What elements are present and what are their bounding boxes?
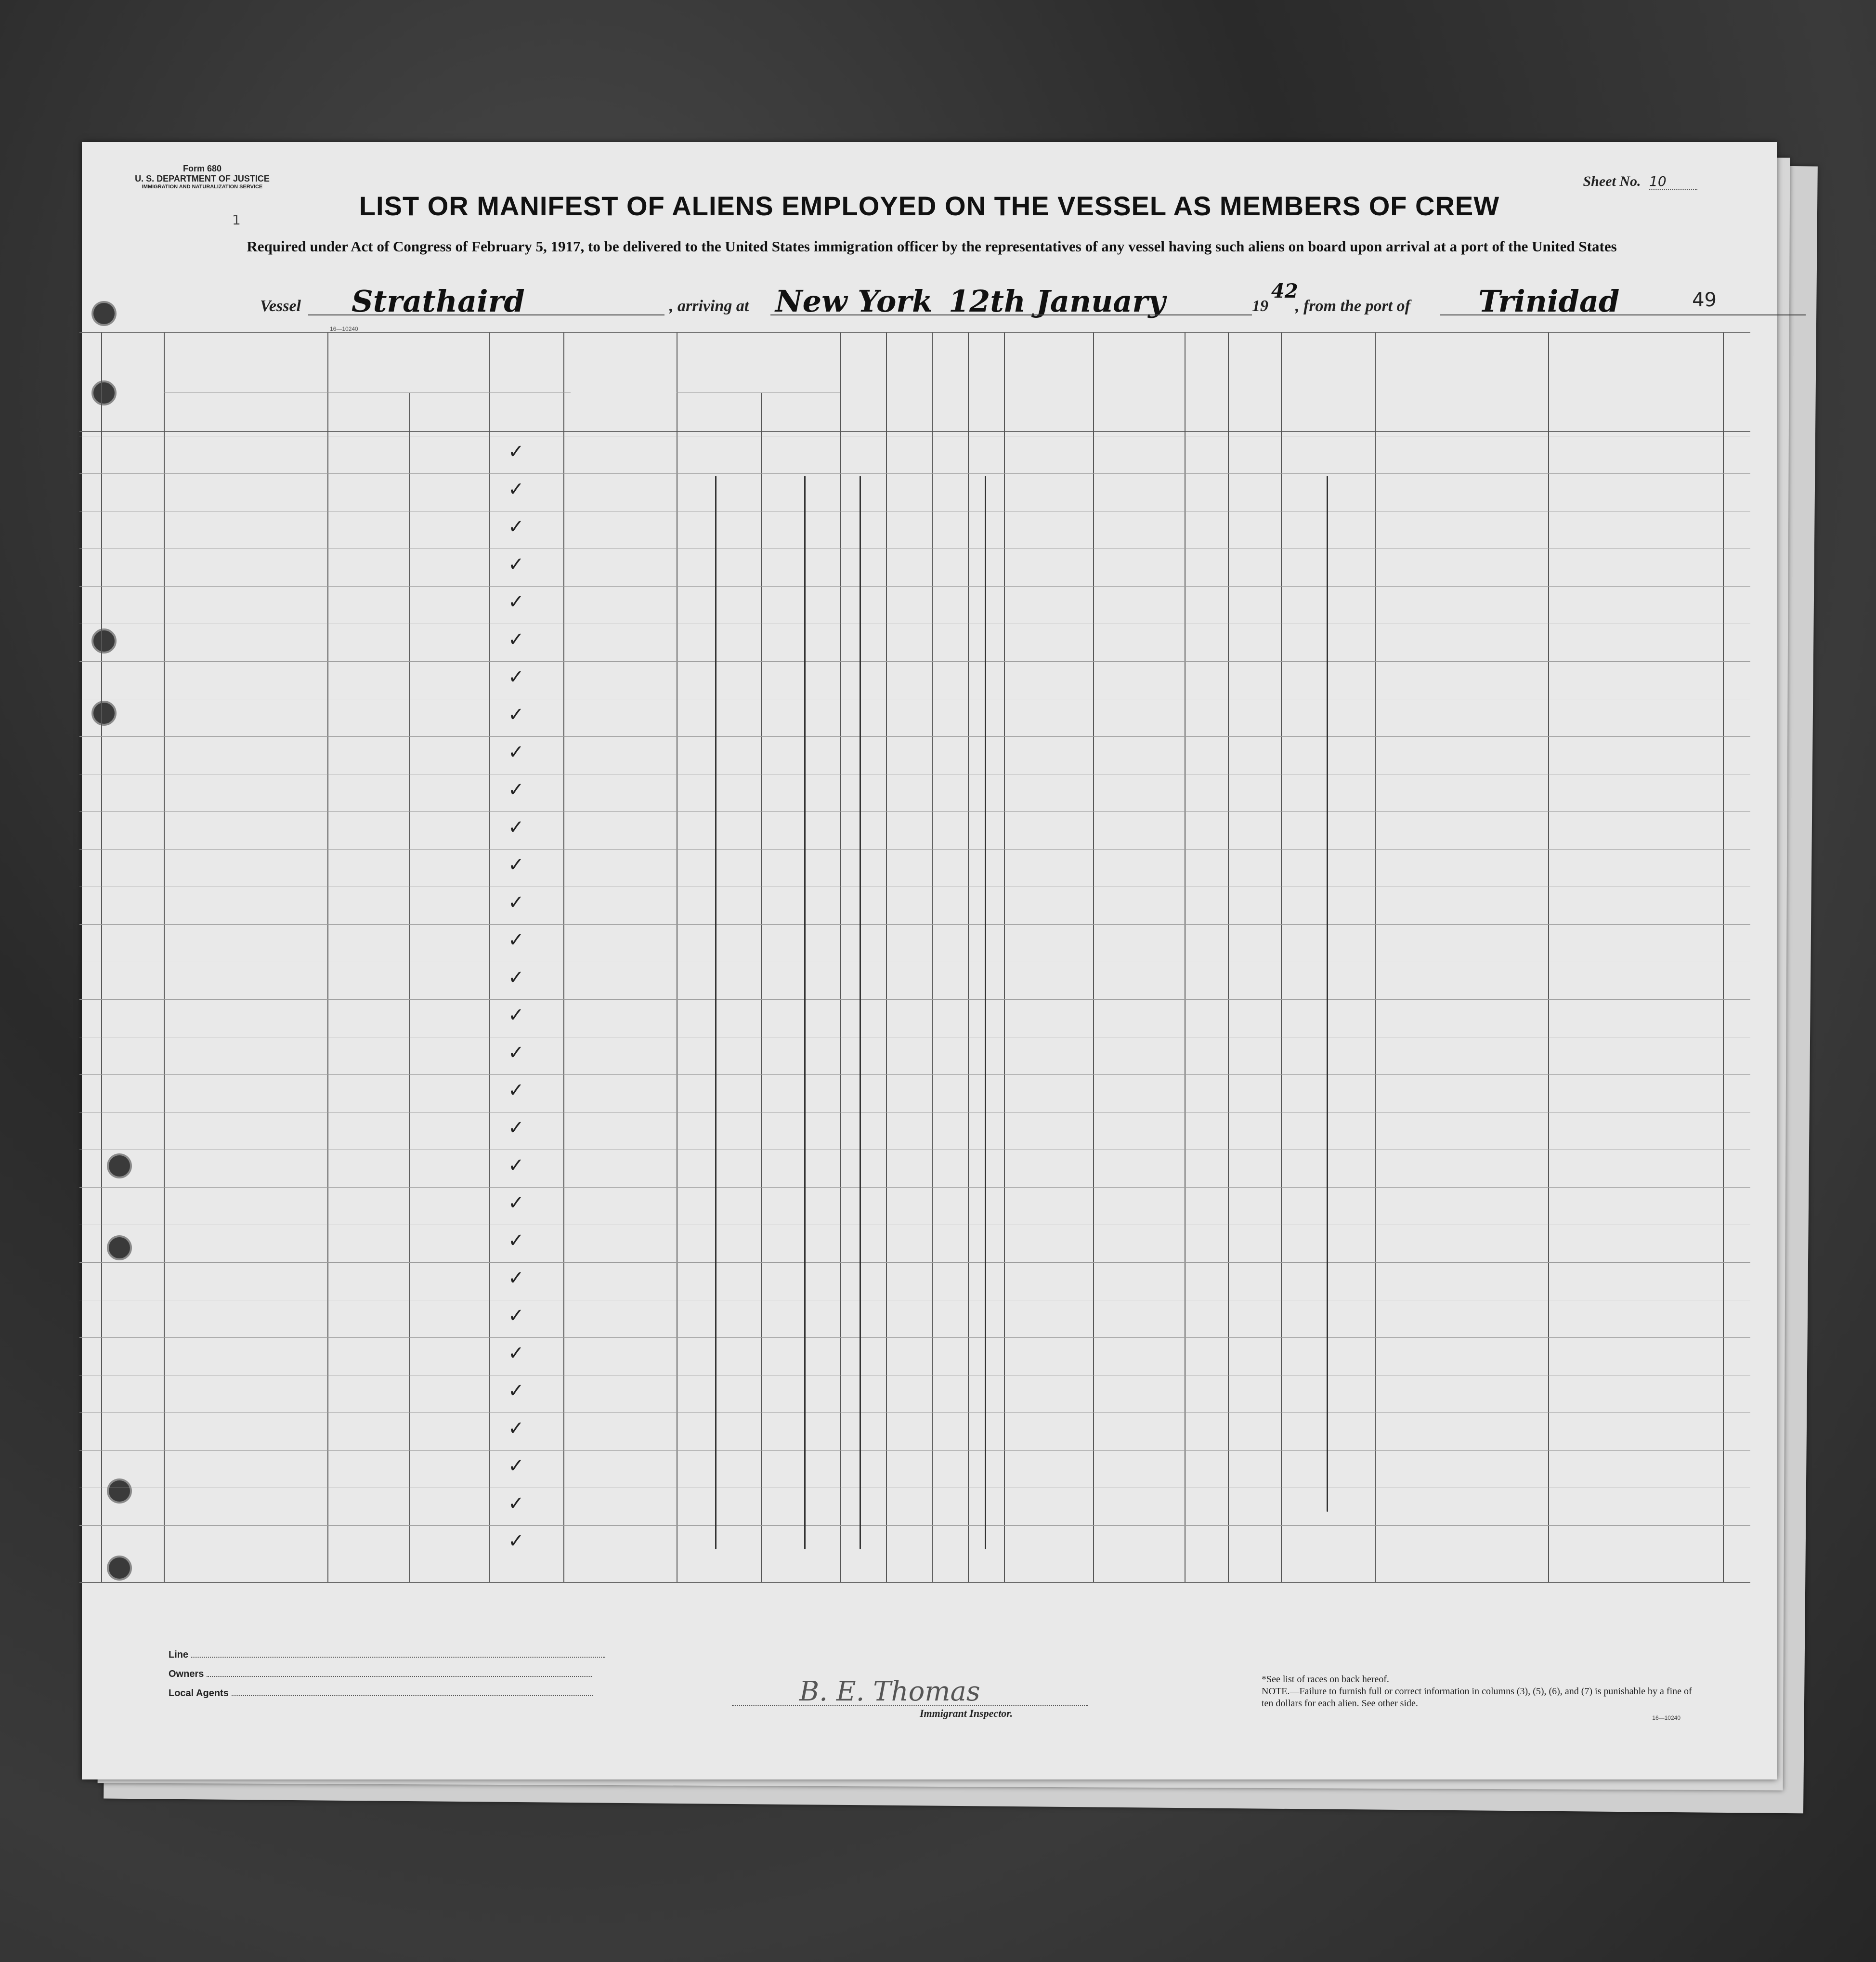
ditto-mark <box>1327 476 1328 1512</box>
service-check: ✓ <box>508 891 524 914</box>
row-divider <box>79 811 1750 812</box>
row-divider <box>79 1187 1750 1188</box>
row-divider <box>79 1337 1750 1338</box>
owners-label: Owners <box>169 1669 204 1679</box>
punch-hole <box>91 380 117 405</box>
row-divider <box>79 473 1750 474</box>
column-divider <box>840 332 841 1582</box>
footnote-races: *See list of races on back hereof. <box>1262 1674 1389 1685</box>
column-divider <box>1548 332 1549 1582</box>
table-header-border <box>79 431 1750 432</box>
service-check: ✓ <box>508 516 524 538</box>
service-check: ✓ <box>508 591 524 613</box>
line-label: Line <box>169 1649 189 1660</box>
printer-code: 16—10240 <box>330 326 358 332</box>
row-divider <box>79 1074 1750 1075</box>
column-divider <box>886 332 887 1582</box>
service-check: ✓ <box>508 441 524 463</box>
service-check: ✓ <box>508 1230 524 1252</box>
vessel-label: Vessel <box>260 297 301 315</box>
owners-field <box>169 1669 592 1680</box>
column-divider <box>1185 332 1186 1582</box>
service-name: IMMIGRATION AND NATURALIZATION SERVICE <box>142 184 263 190</box>
row-divider <box>79 661 1750 662</box>
table-bottom-border <box>79 1582 1750 1583</box>
service-check: ✓ <box>508 666 524 688</box>
column-divider <box>164 332 165 1582</box>
year-suffix: 42 <box>1271 280 1298 302</box>
column-divider <box>101 332 102 1582</box>
punch-hole <box>107 1478 132 1504</box>
service-check: ✓ <box>508 1342 524 1364</box>
column-divider <box>1004 332 1005 1582</box>
service-check: ✓ <box>508 816 524 838</box>
service-check: ✓ <box>508 741 524 763</box>
form-number: Form 680 <box>182 164 222 173</box>
header-subdivider <box>164 392 571 393</box>
manifest-table <box>82 142 1777 1779</box>
punch-hole <box>107 1556 132 1581</box>
sheet-number-label: Sheet No. <box>1583 173 1641 189</box>
service-check: ✓ <box>508 967 524 989</box>
service-check: ✓ <box>508 1530 524 1552</box>
sheet-number <box>1583 173 1698 190</box>
service-check: ✓ <box>508 1380 524 1402</box>
year-prefix: 19 <box>1252 297 1268 315</box>
footnote <box>1262 1674 1695 1710</box>
service-check: ✓ <box>508 553 524 576</box>
page-title: LIST OR MANIFEST OF ALIENS EMPLOYED ON THE VESSEL AS MEMBERS OF CREW <box>359 191 1500 221</box>
service-check: ✓ <box>508 1117 524 1139</box>
column-divider <box>1093 332 1094 1582</box>
service-check: ✓ <box>508 1492 524 1515</box>
column-divider <box>1375 332 1376 1582</box>
column-divider <box>489 332 490 1582</box>
punch-hole <box>91 701 117 726</box>
column-divider <box>761 392 762 1582</box>
column-divider <box>932 332 933 1582</box>
voyage-line <box>260 280 1753 319</box>
ditto-mark <box>985 476 986 1549</box>
service-check: ✓ <box>508 1004 524 1026</box>
page-subtitle: Required under Act of Congress of February 5, 1917, to be delivered to the United States immigration officer by the representatives of any vessel having such aliens on board upon arrival at a port of the United States <box>247 238 1617 255</box>
row-divider <box>79 1450 1750 1451</box>
service-check: ✓ <box>508 478 524 500</box>
manifest-sheet <box>82 142 1777 1779</box>
service-check: ✓ <box>508 628 524 651</box>
pencil-mark: 1 <box>232 212 241 228</box>
service-check: ✓ <box>508 704 524 726</box>
column-divider <box>968 332 969 1582</box>
column-divider <box>327 332 328 1582</box>
row-divider <box>79 924 1750 925</box>
ditto-mark <box>860 476 861 1549</box>
line-field <box>169 1649 605 1661</box>
department-name: U. S. DEPARTMENT OF JUSTICE <box>135 174 270 183</box>
departure-port: Trinidad <box>1478 284 1620 319</box>
punch-hole <box>107 1235 132 1260</box>
service-check: ✓ <box>508 1267 524 1289</box>
service-check: ✓ <box>508 1417 524 1439</box>
column-divider <box>1281 332 1282 1582</box>
arriving-label: , arriving at <box>669 297 749 315</box>
signature-line <box>732 1705 1088 1706</box>
table-top-border <box>79 332 1750 333</box>
row-divider <box>79 999 1750 1000</box>
ditto-mark <box>804 476 806 1549</box>
column-divider <box>409 392 410 1582</box>
punch-hole <box>107 1153 132 1178</box>
row-divider <box>79 736 1750 737</box>
ditto-mark <box>715 476 717 1549</box>
row-divider <box>79 1525 1750 1526</box>
row-divider <box>79 849 1750 850</box>
row-divider <box>79 1262 1750 1263</box>
footnote-note: NOTE.—Failure to furnish full or correct information in columns (3), (5), (6), and (7) is punishable by a fine of ten dollars for each alien. See other side. <box>1262 1686 1692 1709</box>
service-check: ✓ <box>508 1154 524 1177</box>
row-divider <box>79 586 1750 587</box>
column-divider <box>1228 332 1229 1582</box>
agents-label: Local Agents <box>169 1688 229 1699</box>
service-check: ✓ <box>508 1305 524 1327</box>
inspector-signature: B. E. Thomas <box>799 1676 980 1707</box>
from-label: , from the port of <box>1295 297 1410 315</box>
header-subdivider <box>677 392 840 393</box>
column-divider <box>563 332 564 1582</box>
sheet-number-value: 10 <box>1649 173 1697 190</box>
page-number: 49 <box>1692 289 1717 311</box>
service-check: ✓ <box>508 779 524 801</box>
punch-hole <box>91 628 117 654</box>
service-check: ✓ <box>508 1455 524 1477</box>
arrival-date: 12th January <box>949 284 1166 319</box>
service-check: ✓ <box>508 1192 524 1214</box>
service-check: ✓ <box>508 1079 524 1101</box>
form-code: 16—10240 <box>1652 1714 1681 1721</box>
column-divider <box>1723 332 1724 1582</box>
service-check: ✓ <box>508 854 524 876</box>
service-check: ✓ <box>508 929 524 951</box>
agents-field <box>169 1688 593 1699</box>
punch-hole <box>91 301 117 326</box>
inspector-label: Immigrant Inspector. <box>920 1707 1013 1719</box>
service-check: ✓ <box>508 1042 524 1064</box>
form-header <box>135 164 270 190</box>
arrival-port: New York <box>775 284 933 319</box>
vessel-name: Strathaird <box>352 284 525 319</box>
